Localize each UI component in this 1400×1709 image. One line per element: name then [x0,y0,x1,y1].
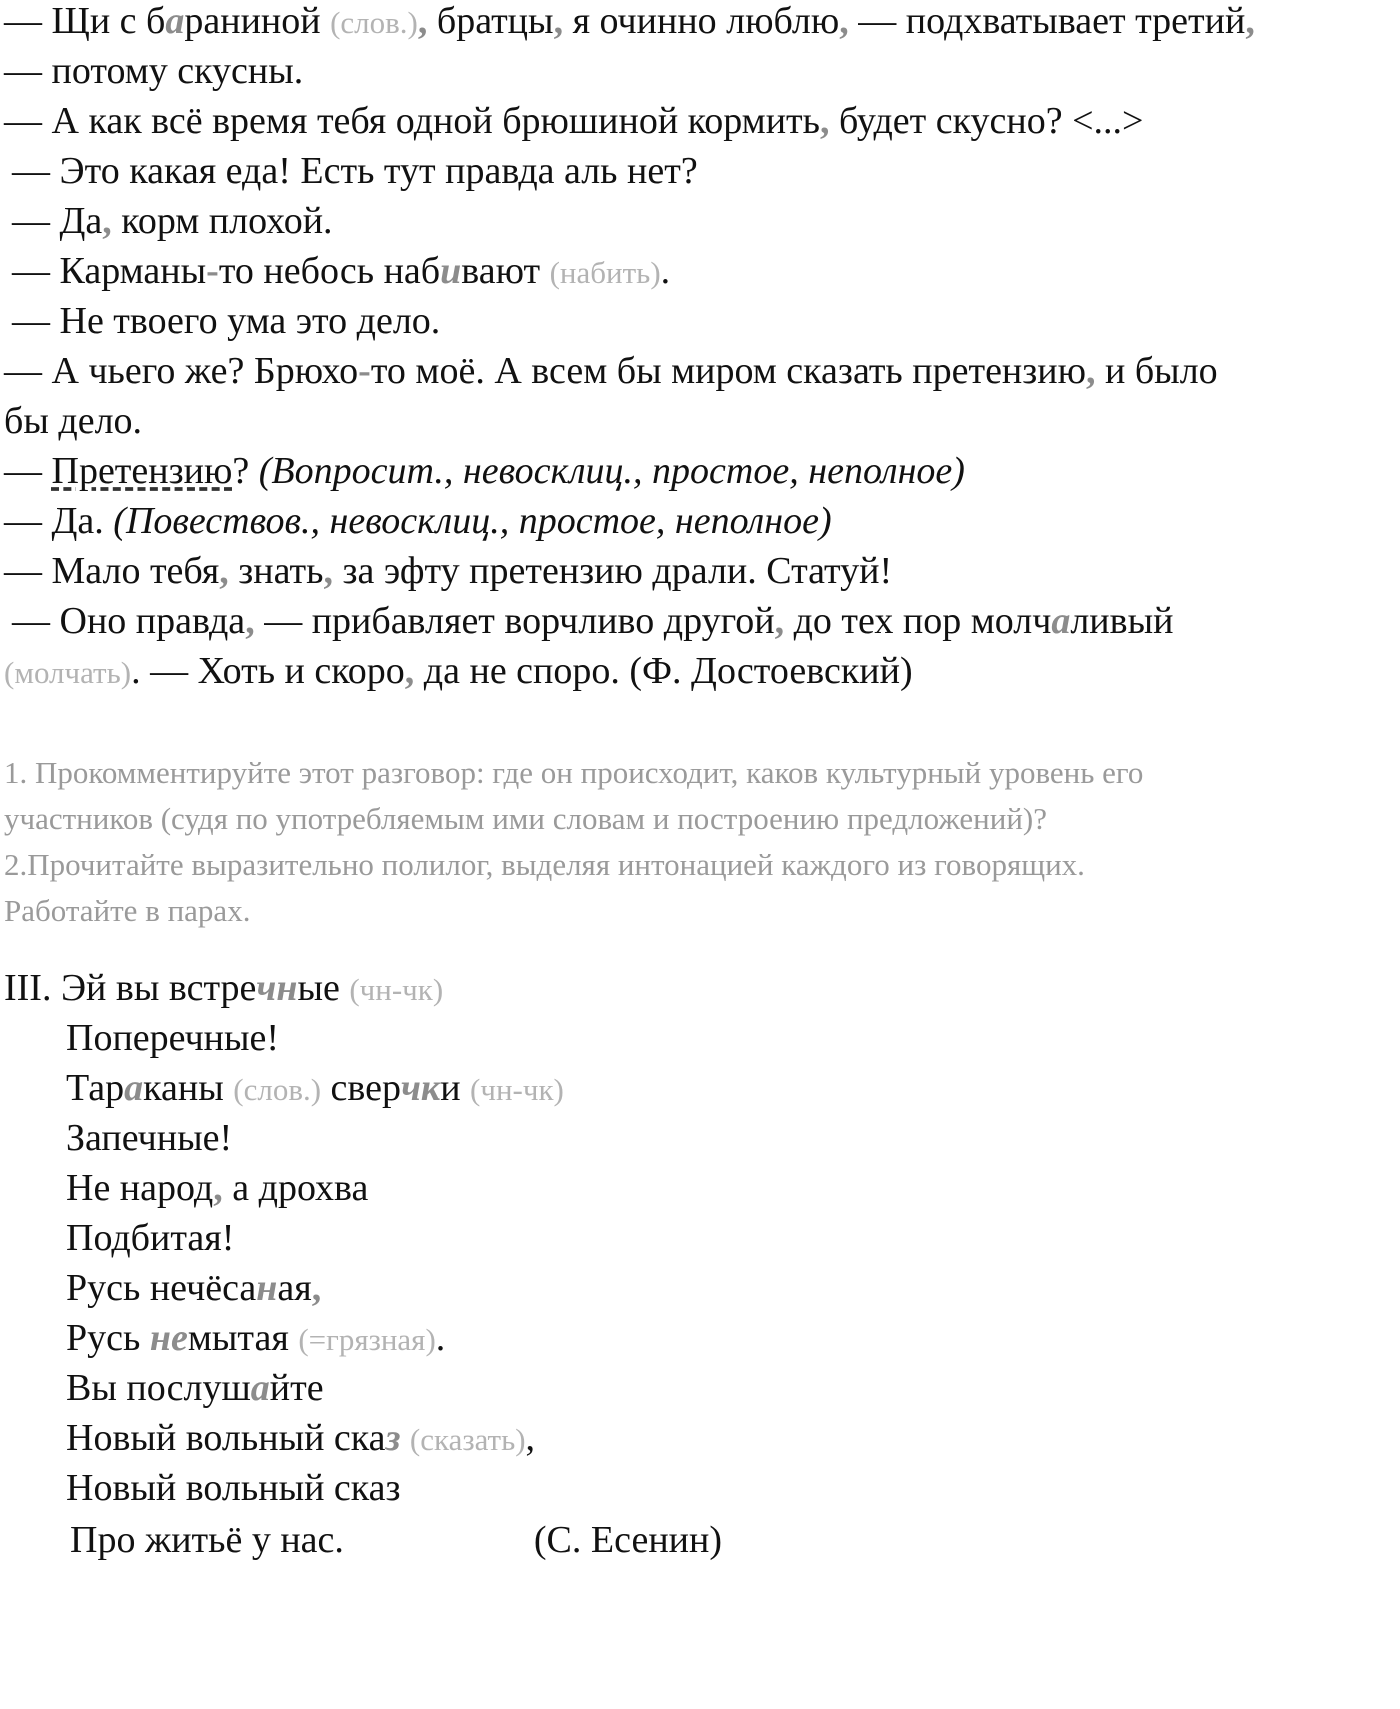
text: — Да. [4,500,114,542]
underlined-word: Претензию [51,450,233,492]
sentence-analysis: (Вопросит., невосклиц., простое, неполное) [258,450,965,492]
text: — потому скусны. [4,50,304,92]
text [400,1417,410,1459]
poem-line-9 [66,1363,324,1413]
marked-letter: а [124,1067,144,1109]
text: Поперечные! [66,1017,280,1059]
text: Подбитая! [66,1217,235,1259]
punct-mark: , [404,650,415,692]
marked-letter: чн [256,967,298,1009]
text: — Да [12,200,103,242]
text: а дрохва [222,1167,369,1209]
text: братцы [427,0,554,42]
poem-line-5 [66,1163,368,1213]
text: — [4,450,52,492]
note: (набить) [549,255,661,290]
marked-letter: а [165,0,185,42]
text: ые [297,967,350,1009]
poem-line-3 [66,1063,564,1115]
text: йте [269,1367,324,1409]
punct-mark: , [774,600,785,642]
text: ливый [1070,600,1174,642]
poem-line-1 [4,963,443,1015]
text: бы дело. [4,400,143,442]
text: за эфту претензию драли. Статуй! [332,550,893,592]
text: ая [277,1267,312,1309]
text: то небось наб [218,250,441,292]
text: вают [461,250,550,292]
marked-letter: и [440,250,462,292]
text: Вы послуш [66,1367,251,1409]
marked-letter: з [385,1417,401,1459]
poem-line-7 [66,1263,321,1313]
poem-line-11 [66,1463,401,1513]
text: — подхватывает третий [848,0,1246,42]
punct-mark: , [1086,350,1096,392]
text: до тех пор молч [784,600,1052,642]
text: и было [1095,350,1218,392]
dialogue-line-7 [12,296,440,346]
note: (=грязная) [298,1322,436,1357]
dialogue-line-11 [4,496,832,546]
text: , [525,1417,536,1459]
task-line-4: Работайте в парах. [4,893,251,928]
marked-letter: а [250,1367,270,1409]
text: — Карманы [12,250,207,292]
note: (чн-чк) [349,972,444,1007]
text: — Это какая еда! Есть тут правда аль нет? [12,150,698,192]
text: раниной [184,0,331,42]
punct-mark: , [323,550,333,592]
text: — Не твоего ума это дело. [12,300,441,342]
text: . [435,1317,446,1359]
text: — Щи с б [4,0,166,42]
note: (молчать) [4,655,132,690]
dialogue-line-3 [4,96,1144,146]
punct-mark: , [311,1267,322,1309]
poem-line-10 [66,1413,535,1465]
marked-letter: не [149,1317,188,1359]
text: свер [321,1067,401,1109]
text: корм плохой. [111,200,333,242]
punct-mark: , [1245,0,1255,42]
text: Запечные! [66,1117,233,1159]
poem-line-6 [66,1213,234,1263]
dialogue-line-6 [12,246,670,298]
punct-mark: , [213,1167,223,1209]
dialogue-line-1 [4,0,1255,48]
dialogue-line-8 [4,346,1218,396]
punct-mark: , [245,600,255,642]
text: — Оно правда [12,600,246,642]
poem-line-12 [70,1515,722,1565]
author-attribution: (С. Есенин) [533,1519,722,1561]
poem-line-8 [66,1313,445,1365]
punct-mark: , [553,0,564,42]
text: Тар [66,1067,125,1109]
text: Новый вольный сказ [66,1467,401,1509]
text: Новый вольный ска [66,1417,386,1459]
text: мытая [187,1317,299,1359]
text: то моё. А всем бы миром сказать претензию [370,350,1087,392]
text: будет скусно? <...> [829,100,1144,142]
text: и [440,1067,471,1109]
dialogue-line-14 [4,646,913,698]
punct-mark: , [102,200,112,242]
sentence-analysis: (Повествов., невосклиц., простое, неполное) [113,500,832,542]
text: — прибавляет ворчливо другой [254,600,775,642]
text: я очинно люблю [563,0,840,42]
note: (слов.) [330,5,418,40]
marked-letter: н [256,1267,278,1309]
text: Русь [66,1317,150,1359]
marked-letter: чк [400,1067,441,1109]
text: . — Хоть и скоро [131,650,405,692]
text: Про житьё у нас. [70,1519,344,1561]
task-line-2: участников (судя по употребляемым ими словам и построению предложений)? [4,801,1047,836]
note: (слов.) [233,1072,322,1107]
text: — Мало тебя [4,550,220,592]
punct-mark: , [417,0,428,42]
text: ? [232,450,259,492]
poem-line-2 [66,1013,279,1063]
dialogue-line-12 [4,546,892,596]
punct-mark: , [219,550,229,592]
note: (чн-чк) [470,1072,564,1107]
marked-letter: а [1051,600,1071,642]
text: — А как всё время тебя одной брюшиной кормить [4,100,820,142]
section-number: III. [4,967,52,1009]
text: Не народ [66,1167,214,1209]
task-line-1: 1. Прокомментируйте этот разговор: где он происходит, каков культурный уровень его [4,755,1144,790]
dialogue-line-4 [12,146,698,196]
task-line-3: 2.Прочитайте выразительно полилог, выделяя интонацией каждого из говорящих. [4,847,1085,882]
poem-line-4 [66,1113,232,1163]
dialogue-line-10 [4,446,965,496]
text: . [660,250,671,292]
text: знать [228,550,324,592]
dialogue-line-9 [4,396,142,446]
dialogue-line-2 [4,46,303,96]
punct-mark: , [819,100,830,142]
dialogue-line-5 [12,196,333,246]
text: Эй вы встре [60,967,257,1009]
punct-mark: - [206,250,219,292]
text: Русь нечёса [66,1267,257,1309]
text: да не споро. (Ф. Достоевский) [414,650,913,692]
punct-mark: - [358,350,371,392]
text: — А чьего же? Брюхо [4,350,359,392]
dialogue-line-13 [12,596,1173,646]
punct-mark: , [839,0,849,42]
text: каны [143,1067,234,1109]
note: (сказать) [409,1422,526,1457]
